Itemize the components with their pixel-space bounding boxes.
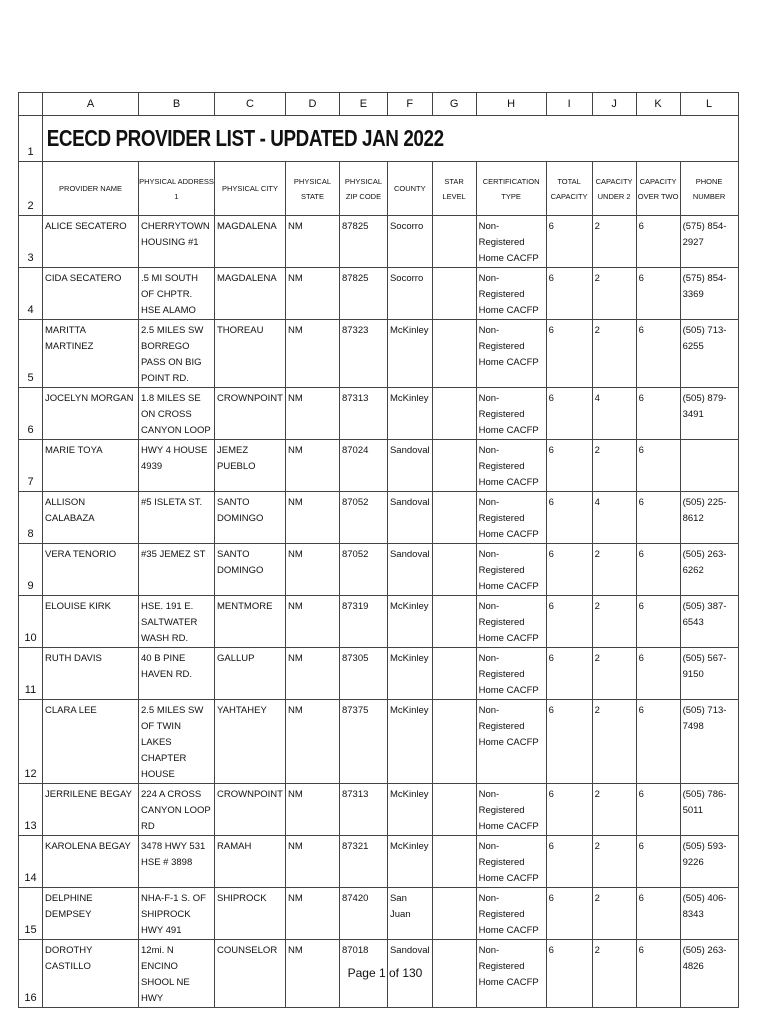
county-cell: San Juan [387, 888, 432, 940]
row-number: 9 [19, 544, 43, 596]
star-level-cell [432, 440, 476, 492]
page-footer: Page 1 of 130 [347, 966, 423, 980]
header-phone-number: PHONE NUMBER [680, 162, 738, 216]
zip-cell: 87313 [339, 388, 387, 440]
address-cell: HSE. 191 E. SALTWATER WASH RD. [139, 596, 215, 648]
row-number: 4 [19, 268, 43, 320]
zip-cell: 87375 [339, 700, 387, 784]
zip-cell: 87305 [339, 648, 387, 700]
capacity-over-two-cell: 6 [636, 492, 680, 544]
row-number: 8 [19, 492, 43, 544]
city-cell: MENTMORE [215, 596, 286, 648]
zip-cell: 87313 [339, 784, 387, 836]
header-county: COUNTY [387, 162, 432, 216]
state-cell: NM [285, 492, 339, 544]
capacity-under-2-cell: 2 [592, 648, 636, 700]
column-header: K [636, 93, 680, 116]
header-total-capacity: TOTAL CAPACITY [546, 162, 592, 216]
certification-cell: Non-Registered Home CACFP [476, 544, 546, 596]
table-row [19, 836, 739, 888]
total-capacity-cell: 6 [546, 940, 592, 1008]
city-cell: MAGDALENA [215, 268, 286, 320]
certification-cell: Non-Registered Home CACFP [476, 320, 546, 388]
state-cell: NM [285, 700, 339, 784]
zip-cell: 87825 [339, 216, 387, 268]
state-cell: NM [285, 320, 339, 388]
header-provider-name: PROVIDER NAME [43, 162, 139, 216]
zip-cell: 87024 [339, 440, 387, 492]
phone-cell: (505) 406-8343 [680, 888, 738, 940]
column-header: F [387, 93, 432, 116]
state-cell: NM [285, 648, 339, 700]
corner-cell [19, 93, 43, 116]
table-row [19, 888, 739, 940]
capacity-over-two-cell: 6 [636, 320, 680, 388]
capacity-over-two-cell: 6 [636, 940, 680, 1008]
phone-cell: (505) 713-6255 [680, 320, 738, 388]
phone-cell: (505) 387-6543 [680, 596, 738, 648]
row-number: 2 [19, 162, 43, 216]
provider-name-cell: VERA TENORIO [43, 544, 139, 596]
column-header: J [592, 93, 636, 116]
capacity-under-2-cell: 2 [592, 268, 636, 320]
provider-name-cell: RUTH DAVIS [43, 648, 139, 700]
column-header: G [432, 93, 476, 116]
zip-cell: 87825 [339, 268, 387, 320]
address-cell: 2.5 MILES SW OF TWIN LAKES CHAPTER HOUSE [139, 700, 215, 784]
county-cell: McKinley [387, 700, 432, 784]
capacity-under-2-cell: 2 [592, 700, 636, 784]
address-cell: 224 A CROSS CANYON LOOP RD [139, 784, 215, 836]
row-number: 14 [19, 836, 43, 888]
zip-cell: 87321 [339, 836, 387, 888]
provider-name-cell: JOCELYN MORGAN [43, 388, 139, 440]
address-cell: #5 ISLETA ST. [139, 492, 215, 544]
county-cell: Sandoval [387, 440, 432, 492]
column-header: E [339, 93, 387, 116]
state-cell: NM [285, 440, 339, 492]
spreadsheet-table [18, 92, 739, 1008]
capacity-under-2-cell: 4 [592, 492, 636, 544]
phone-cell: (575) 854-2927 [680, 216, 738, 268]
zip-cell: 87052 [339, 492, 387, 544]
table-row [19, 268, 739, 320]
header-capacity-over-two: CAPACITY OVER TWO [636, 162, 680, 216]
city-cell: MAGDALENA [215, 216, 286, 268]
address-cell: 12mi. N ENCINO SHOOL NE HWY [139, 940, 215, 1008]
state-cell: NM [285, 388, 339, 440]
capacity-over-two-cell: 6 [636, 440, 680, 492]
provider-name-cell: KAROLENA BEGAY [43, 836, 139, 888]
table-row [19, 216, 739, 268]
certification-cell: Non-Registered Home CACFP [476, 440, 546, 492]
header-star-level: STAR LEVEL [432, 162, 476, 216]
phone-cell: (505) 879-3491 [680, 388, 738, 440]
address-cell: 40 B PINE HAVEN RD. [139, 648, 215, 700]
row-number: 6 [19, 388, 43, 440]
row-number: 12 [19, 700, 43, 784]
row-number: 16 [19, 940, 43, 1008]
city-cell: CROWNPOINT [215, 784, 286, 836]
table-row [19, 492, 739, 544]
certification-cell: Non-Registered Home CACFP [476, 888, 546, 940]
city-cell: GALLUP [215, 648, 286, 700]
certification-cell: Non-Registered Home CACFP [476, 268, 546, 320]
capacity-over-two-cell: 6 [636, 836, 680, 888]
table-row [19, 388, 739, 440]
total-capacity-cell: 6 [546, 388, 592, 440]
provider-name-cell: ALLISON CALABAZA [43, 492, 139, 544]
county-cell: Sandoval [387, 940, 432, 1008]
county-cell: McKinley [387, 836, 432, 888]
city-cell: COUNSELOR [215, 940, 286, 1008]
table-row [19, 544, 739, 596]
header-zip: PHYSICAL ZIP CODE [339, 162, 387, 216]
zip-cell: 87319 [339, 596, 387, 648]
provider-name-cell: JERRILENE BEGAY [43, 784, 139, 836]
total-capacity-cell: 6 [546, 888, 592, 940]
row-number: 7 [19, 440, 43, 492]
phone-cell: (505) 593-9226 [680, 836, 738, 888]
provider-name-cell: MARIE TOYA [43, 440, 139, 492]
phone-cell: (505) 567-9150 [680, 648, 738, 700]
state-cell: NM [285, 544, 339, 596]
certification-cell: Non-Registered Home CACFP [476, 648, 546, 700]
certification-cell: Non-Registered Home CACFP [476, 216, 546, 268]
total-capacity-cell: 6 [546, 492, 592, 544]
capacity-under-2-cell: 2 [592, 596, 636, 648]
zip-cell: 87323 [339, 320, 387, 388]
capacity-over-two-cell: 6 [636, 388, 680, 440]
star-level-cell [432, 888, 476, 940]
zip-cell: 87052 [339, 544, 387, 596]
column-header-row [19, 93, 739, 116]
county-cell: McKinley [387, 596, 432, 648]
capacity-over-two-cell: 6 [636, 784, 680, 836]
capacity-over-two-cell: 6 [636, 596, 680, 648]
county-cell: Sandoval [387, 492, 432, 544]
star-level-cell [432, 216, 476, 268]
address-cell: .5 MI SOUTH OF CHPTR. HSE ALAMO [139, 268, 215, 320]
county-cell: McKinley [387, 784, 432, 836]
column-header: B [139, 93, 215, 116]
capacity-under-2-cell: 2 [592, 836, 636, 888]
provider-name-cell: ELOUISE KIRK [43, 596, 139, 648]
address-cell: NHA-F-1 S. OF SHIPROCK HWY 491 [139, 888, 215, 940]
provider-name-cell: CLARA LEE [43, 700, 139, 784]
header-city: PHYSICAL CITY [215, 162, 286, 216]
column-header: I [546, 93, 592, 116]
address-cell: 3478 HWY 531 HSE # 3898 [139, 836, 215, 888]
city-cell: CROWNPOINT [215, 388, 286, 440]
row-number: 3 [19, 216, 43, 268]
capacity-under-2-cell: 2 [592, 320, 636, 388]
phone-cell: (505) 263-4826 [680, 940, 738, 1008]
state-cell: NM [285, 940, 339, 1008]
row-number: 10 [19, 596, 43, 648]
phone-cell: (505) 225-8612 [680, 492, 738, 544]
column-header: D [285, 93, 339, 116]
state-cell: NM [285, 216, 339, 268]
table-row [19, 320, 739, 388]
table-row [19, 596, 739, 648]
capacity-over-two-cell: 6 [636, 216, 680, 268]
total-capacity-cell: 6 [546, 648, 592, 700]
certification-cell: Non-Registered Home CACFP [476, 836, 546, 888]
header-row [19, 162, 739, 216]
total-capacity-cell: 6 [546, 440, 592, 492]
title-row [19, 116, 739, 162]
county-cell: McKinley [387, 388, 432, 440]
county-cell: McKinley [387, 648, 432, 700]
total-capacity-cell: 6 [546, 268, 592, 320]
certification-cell: Non-Registered Home CACFP [476, 940, 546, 1008]
table-row [19, 648, 739, 700]
row-number: 15 [19, 888, 43, 940]
capacity-under-2-cell: 2 [592, 544, 636, 596]
star-level-cell [432, 596, 476, 648]
provider-name-cell: DELPHINE DEMPSEY [43, 888, 139, 940]
capacity-under-2-cell: 2 [592, 784, 636, 836]
total-capacity-cell: 6 [546, 544, 592, 596]
star-level-cell [432, 784, 476, 836]
zip-cell: 87018 [339, 940, 387, 1008]
star-level-cell [432, 836, 476, 888]
total-capacity-cell: 6 [546, 784, 592, 836]
address-cell: #35 JEMEZ ST [139, 544, 215, 596]
city-cell: SANTO DOMINGO [215, 544, 286, 596]
star-level-cell [432, 648, 476, 700]
address-cell: 2.5 MILES SW BORREGO PASS ON BIG POINT RD. [139, 320, 215, 388]
certification-cell: Non-Registered Home CACFP [476, 700, 546, 784]
row-number: 1 [19, 116, 43, 162]
capacity-over-two-cell: 6 [636, 268, 680, 320]
provider-name-cell: ALICE SECATERO [43, 216, 139, 268]
city-cell: SHIPROCK [215, 888, 286, 940]
state-cell: NM [285, 836, 339, 888]
column-header: C [215, 93, 286, 116]
state-cell: NM [285, 888, 339, 940]
state-cell: NM [285, 596, 339, 648]
capacity-over-two-cell: 6 [636, 700, 680, 784]
state-cell: NM [285, 268, 339, 320]
certification-cell: Non-Registered Home CACFP [476, 492, 546, 544]
row-number: 5 [19, 320, 43, 388]
total-capacity-cell: 6 [546, 836, 592, 888]
star-level-cell [432, 700, 476, 784]
capacity-under-2-cell: 4 [592, 388, 636, 440]
star-level-cell [432, 268, 476, 320]
header-certification-type: CERTIFICATION TYPE [476, 162, 546, 216]
provider-name-cell: DOROTHY CASTILLO [43, 940, 139, 1008]
state-cell: NM [285, 784, 339, 836]
capacity-under-2-cell: 2 [592, 940, 636, 1008]
star-level-cell [432, 320, 476, 388]
column-header: L [680, 93, 738, 116]
phone-cell [680, 440, 738, 492]
address-cell: CHERRYTOWN HOUSING #1 [139, 216, 215, 268]
star-level-cell [432, 544, 476, 596]
certification-cell: Non-Registered Home CACFP [476, 596, 546, 648]
row-number: 11 [19, 648, 43, 700]
column-header: H [476, 93, 546, 116]
sheet-title: ECECD PROVIDER LIST - UPDATED JAN 2022 [43, 116, 613, 162]
city-cell: THOREAU [215, 320, 286, 388]
capacity-over-two-cell: 6 [636, 888, 680, 940]
column-header: A [43, 93, 139, 116]
table-row [19, 700, 739, 784]
capacity-over-two-cell: 6 [636, 648, 680, 700]
star-level-cell [432, 388, 476, 440]
certification-cell: Non-Registered Home CACFP [476, 784, 546, 836]
phone-cell: (505) 786-5011 [680, 784, 738, 836]
address-cell: HWY 4 HOUSE 4939 [139, 440, 215, 492]
county-cell: Socorro [387, 216, 432, 268]
provider-name-cell: MARITTA MARTINEZ [43, 320, 139, 388]
table-row [19, 440, 739, 492]
phone-cell: (575) 854-3369 [680, 268, 738, 320]
county-cell: McKinley [387, 320, 432, 388]
phone-cell: (505) 713-7498 [680, 700, 738, 784]
total-capacity-cell: 6 [546, 320, 592, 388]
county-cell: Socorro [387, 268, 432, 320]
header-address: PHYSICAL ADDRESS 1 [139, 162, 215, 216]
row-number: 13 [19, 784, 43, 836]
header-state: PHYSICAL STATE [285, 162, 339, 216]
address-cell: 1.8 MILES SE ON CROSS CANYON LOOP [139, 388, 215, 440]
city-cell: JEMEZ PUEBLO [215, 440, 286, 492]
capacity-under-2-cell: 2 [592, 216, 636, 268]
header-capacity-under-2: CAPACITY UNDER 2 [592, 162, 636, 216]
county-cell: Sandoval [387, 544, 432, 596]
certification-cell: Non-Registered Home CACFP [476, 388, 546, 440]
capacity-under-2-cell: 2 [592, 888, 636, 940]
provider-name-cell: CIDA SECATERO [43, 268, 139, 320]
table-row [19, 784, 739, 836]
star-level-cell [432, 492, 476, 544]
capacity-over-two-cell: 6 [636, 544, 680, 596]
city-cell: RAMAH [215, 836, 286, 888]
total-capacity-cell: 6 [546, 216, 592, 268]
city-cell: SANTO DOMINGO [215, 492, 286, 544]
phone-cell: (505) 263-6262 [680, 544, 738, 596]
total-capacity-cell: 6 [546, 700, 592, 784]
capacity-under-2-cell: 2 [592, 440, 636, 492]
total-capacity-cell: 6 [546, 596, 592, 648]
city-cell: YAHTAHEY [215, 700, 286, 784]
zip-cell: 87420 [339, 888, 387, 940]
